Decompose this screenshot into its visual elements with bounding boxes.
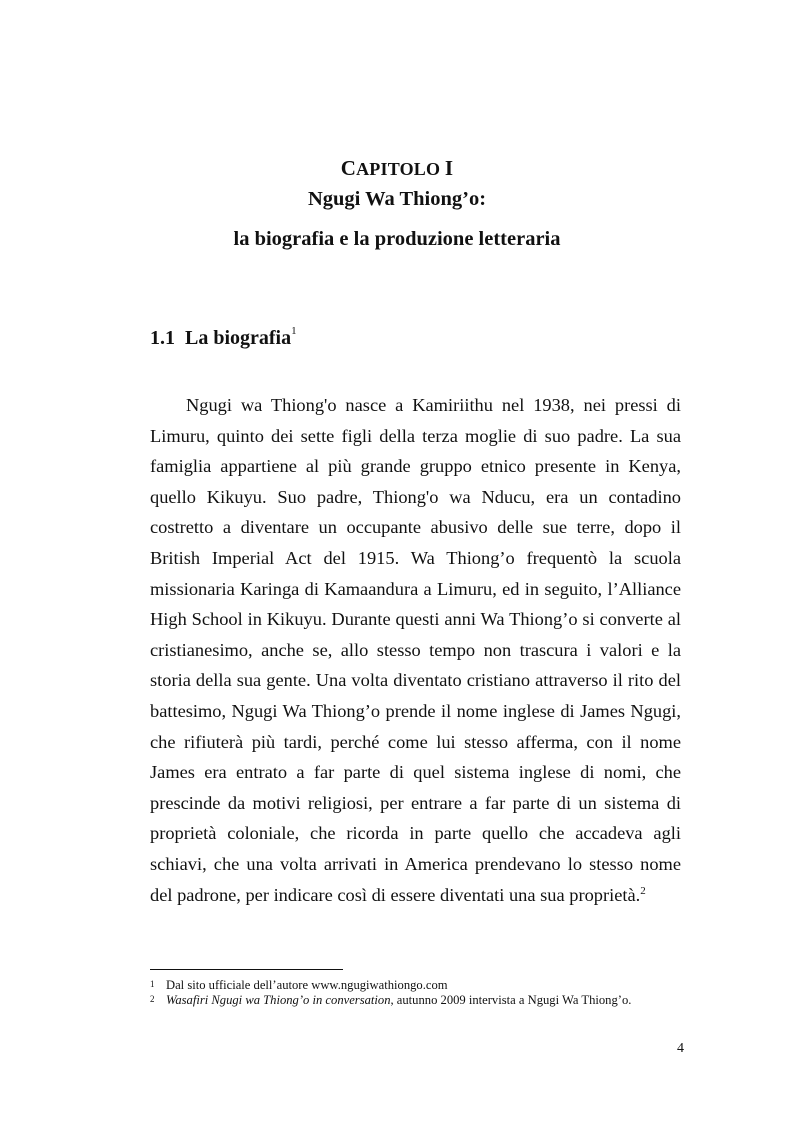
- footnote-2: [150, 993, 710, 1008]
- section-title: La biografia: [185, 327, 292, 349]
- footnotes: [150, 978, 710, 1007]
- footnote-1-mark: 1: [150, 979, 155, 989]
- chapter-title-line-2: la biografia e la produzione letteraria: [233, 228, 561, 250]
- footnote-2-text: , autunno 2009 intervista a Ngugi Wa Thiong’o.: [390, 992, 632, 1007]
- footnote-1-text: Dal sito ufficiale dell’autore www.ngugiwathiongo.com: [166, 978, 448, 992]
- section-number: 1.1: [150, 327, 175, 349]
- footnote-1: [150, 978, 710, 993]
- footnote-ref-2: 2: [640, 884, 646, 897]
- body-paragraph: [150, 390, 681, 910]
- chapter-number: I: [444, 156, 454, 180]
- page-number: 4: [677, 1041, 684, 1056]
- footnote-2-mark: 2: [150, 993, 155, 1004]
- section-heading: [150, 327, 297, 350]
- chapter-title-line-1: Ngugi Wa Thiong’o:: [307, 188, 487, 210]
- chapter-label-rest: APITOLO: [356, 159, 441, 179]
- chapter-label: [0, 156, 794, 181]
- footnote-separator: [150, 969, 343, 970]
- chapter-label-initial: C: [340, 156, 357, 180]
- footnote-2-source-title: Wasafiri Ngugi wa Thiong’o in conversation: [166, 992, 391, 1007]
- footnote-ref-1: 1: [291, 325, 297, 338]
- paragraph-text: Ngugi wa Thiong'o nasce a Kamiriithu nel 1938, nei pressi di Limuru, quinto dei sette figli della terza moglie di suo padre. La sua famiglia appartiene al più grande gruppo etnico presente in Kenya, quello Kikuyu. Suo padre, Thiong'o wa Nducu, era un contadino costretto a diventare un occupante abusivo delle sue terre, dopo il British Imperial Act del 1915. Wa Thiong’o frequentò la scuola missionaria Karinga di Kamaandura a Limuru, ed in seguito, l’Alliance High School in Kikuyu. Durante questi anni Wa Thiong’o si converte al cristianesimo, anche se, allo stesso tempo non trascura i valori e la storia della sua gente. Una volta diventato cristiano attraverso il rito del battesimo, Ngugi Wa Thiong’o prende il nome inglese di James Ngugi, che rifiuterà più tardi, perché come lui stesso afferma, con il nome James era entrato a far parte di quel sistema inglese di nomi, che prescinde da motivi religiosi, per entrare a far parte di un sistema di proprietà coloniale, che ricorda in parte quello che accadeva agli schiavi, che una volta arrivati in America prendevano lo stesso nome del padrone, per indicare così di essere diventati una sua proprietà.: [150, 395, 681, 905]
